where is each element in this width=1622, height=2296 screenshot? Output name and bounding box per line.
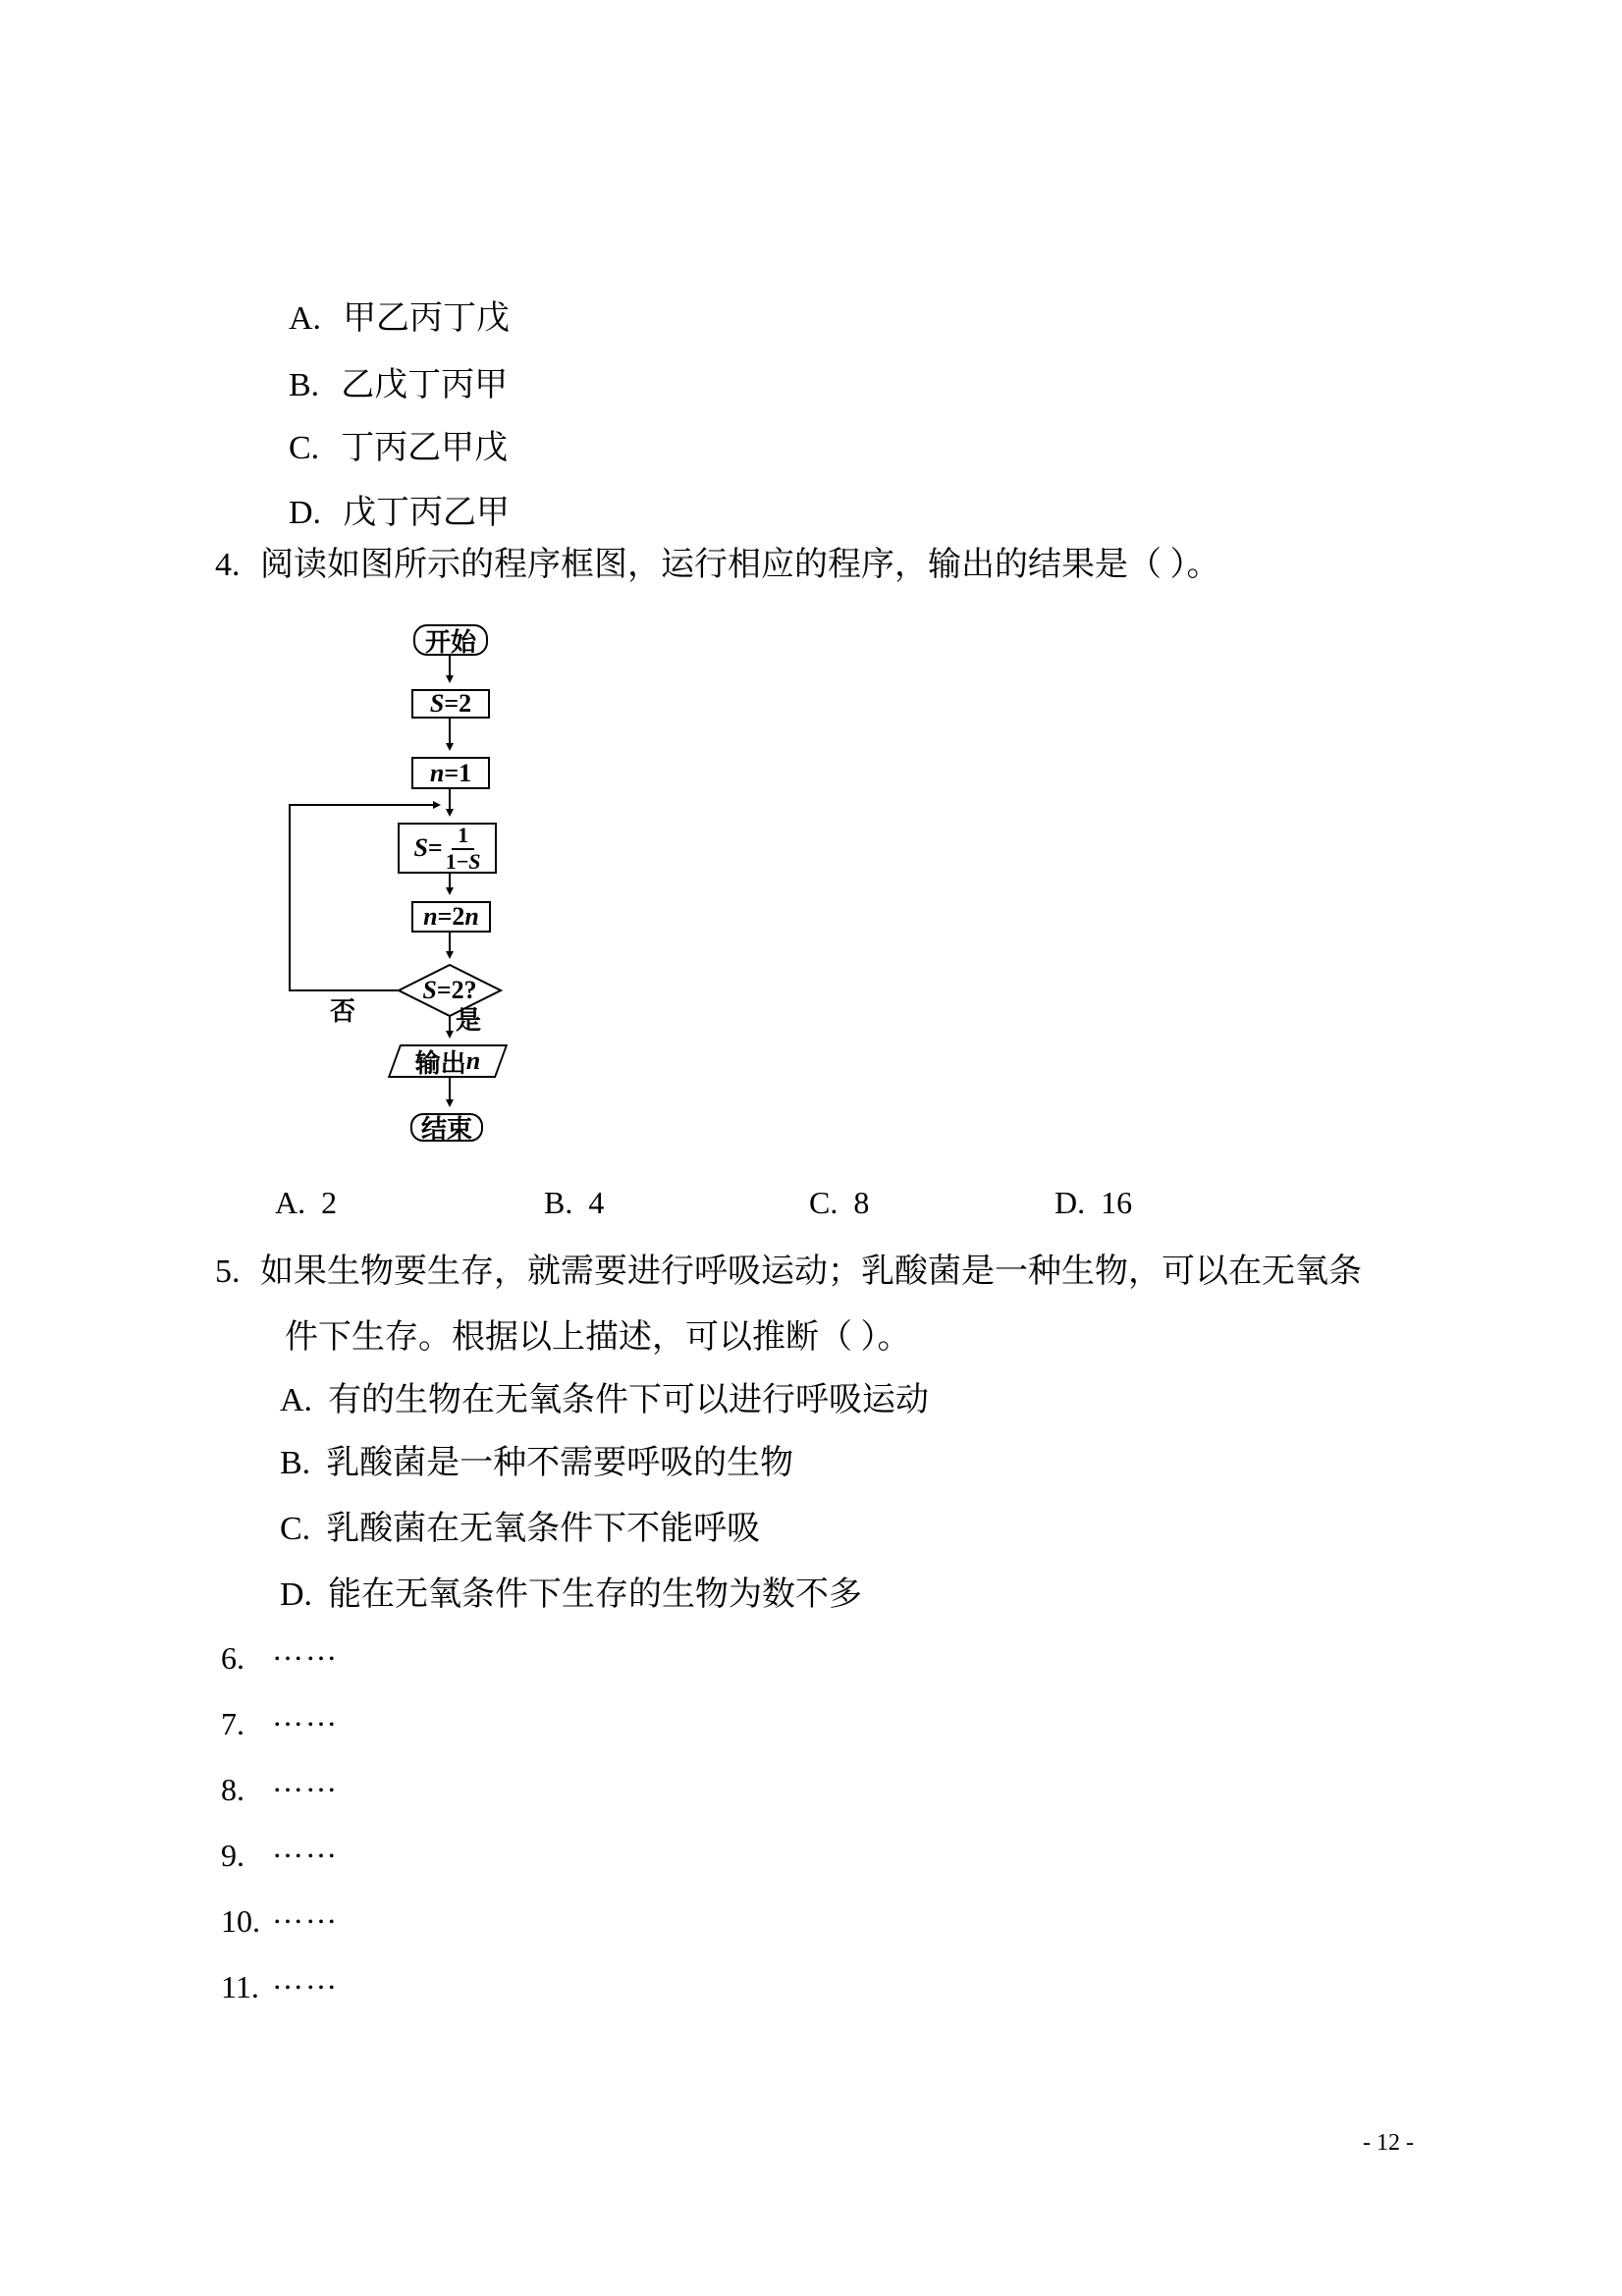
var-n: n — [464, 902, 479, 931]
var-s: S — [429, 689, 445, 718]
q5-option-b — [280, 1444, 793, 1484]
var-s: S — [468, 848, 481, 874]
placeholder-item-6 — [221, 1631, 339, 1677]
placeholder-item-11 — [221, 1960, 339, 2005]
output-label: 输出 — [414, 1048, 466, 1078]
flowchart-decision-label — [399, 978, 501, 1003]
option-letter: C. — [289, 430, 320, 466]
item-dots: …… — [272, 1697, 339, 1733]
item-number: 6. — [221, 1640, 244, 1676]
flowchart-output-node — [394, 1044, 502, 1078]
option-letter: B. — [289, 367, 320, 403]
item-number: 8. — [221, 1772, 244, 1807]
question-text-line1: 如果生物要生存，就需要进行呼吸运动；乳酸菌是一种生物，可以在无氧条 — [260, 1254, 1362, 1290]
flowchart-double-n-node — [411, 901, 491, 933]
prev-option-a — [289, 299, 510, 340]
option-letter: D. — [280, 1576, 313, 1613]
option-letter: A. — [280, 1382, 313, 1418]
assign-s-rhs: =2 — [444, 689, 472, 718]
flowchart-no-label: 否 — [330, 997, 356, 1026]
option-letter: B. — [280, 1445, 311, 1481]
equals-sign: = — [427, 833, 443, 862]
prev-option-b — [289, 366, 508, 406]
option-letter: B. — [544, 1185, 573, 1220]
q5-option-d — [280, 1575, 862, 1616]
question-number: 4. — [215, 547, 241, 583]
flowchart-start-node — [413, 624, 488, 656]
assign-n-rhs: =1 — [444, 758, 472, 787]
option-text: 有的生物在无氧条件下可以进行呼吸运动 — [328, 1382, 930, 1418]
item-dots: …… — [272, 1829, 339, 1864]
placeholder-item-9 — [221, 1829, 339, 1874]
placeholder-item-10 — [221, 1895, 339, 1940]
item-dots: …… — [272, 1895, 339, 1930]
flowchart-end-node — [410, 1113, 483, 1142]
flowchart-yes-label: 是 — [456, 1006, 482, 1035]
option-text: 甲乙丙丁戊 — [343, 300, 511, 337]
option-value: 8 — [853, 1185, 870, 1220]
var-s: S — [422, 976, 437, 1004]
option-value: 4 — [588, 1185, 605, 1220]
option-letter: A. — [275, 1185, 306, 1220]
option-value: 16 — [1101, 1185, 1133, 1220]
double-n-mid: =2 — [437, 902, 465, 931]
var-n: n — [465, 1046, 481, 1075]
var-n: n — [423, 902, 438, 931]
question-4 — [215, 546, 1220, 586]
item-dots: …… — [272, 1763, 339, 1798]
question-number: 5. — [215, 1254, 241, 1290]
item-dots: …… — [272, 1631, 339, 1667]
q4-option-b — [544, 1184, 604, 1221]
flowchart-fraction-node — [398, 823, 497, 874]
flowchart — [265, 618, 530, 1153]
item-number: 10. — [221, 1903, 260, 1939]
item-number: 11. — [221, 1969, 259, 2004]
placeholder-item-7 — [221, 1697, 339, 1742]
option-letter: C. — [809, 1185, 838, 1220]
den-const: 1− — [445, 848, 469, 874]
question-5 — [215, 1253, 1362, 1293]
flowchart-assign-s-node — [411, 689, 490, 719]
question-text-line2: 件下生存。根据以上描述，可以推断（ ）。 — [285, 1319, 911, 1356]
fraction-numerator: 1 — [452, 824, 474, 849]
end-label: 结束 — [420, 1115, 472, 1144]
q4-option-c — [809, 1184, 869, 1221]
prev-option-c — [289, 429, 508, 469]
option-text: 乳酸菌是一种不需要呼吸的生物 — [326, 1445, 794, 1481]
condition-rhs: =2? — [436, 976, 477, 1004]
var-n: n — [429, 758, 445, 787]
item-dots: …… — [272, 1960, 339, 1996]
fraction — [446, 824, 481, 872]
q5-option-c — [280, 1510, 760, 1550]
question-5-line2 — [285, 1318, 911, 1359]
option-text: 乳酸菌在无氧条件下不能呼吸 — [326, 1511, 761, 1547]
option-letter: D. — [289, 495, 322, 531]
item-number: 9. — [221, 1838, 244, 1873]
q4-option-a — [275, 1184, 337, 1221]
option-text: 能在无氧条件下生存的生物为数不多 — [328, 1576, 863, 1613]
fraction-denominator — [446, 850, 481, 873]
page-number: - 12 - — [1363, 2130, 1414, 2156]
q5-option-a — [280, 1381, 929, 1421]
prev-option-d — [289, 494, 510, 534]
option-text: 丁丙乙甲戊 — [341, 430, 509, 466]
question-text: 阅读如图所示的程序框图，运行相应的程序，输出的结果是（ ）。 — [260, 547, 1220, 583]
option-letter: D. — [1054, 1185, 1086, 1220]
flowchart-assign-n-node — [411, 757, 490, 789]
item-number: 7. — [221, 1706, 244, 1741]
option-letter: A. — [289, 300, 322, 337]
q4-option-d — [1054, 1184, 1132, 1221]
option-value: 2 — [321, 1185, 338, 1220]
placeholder-item-8 — [221, 1763, 339, 1808]
option-text: 戊丁丙乙甲 — [343, 495, 511, 531]
var-s: S — [413, 833, 428, 862]
option-text: 乙戊丁丙甲 — [341, 367, 509, 403]
option-letter: C. — [280, 1511, 311, 1547]
start-label: 开始 — [424, 627, 476, 657]
